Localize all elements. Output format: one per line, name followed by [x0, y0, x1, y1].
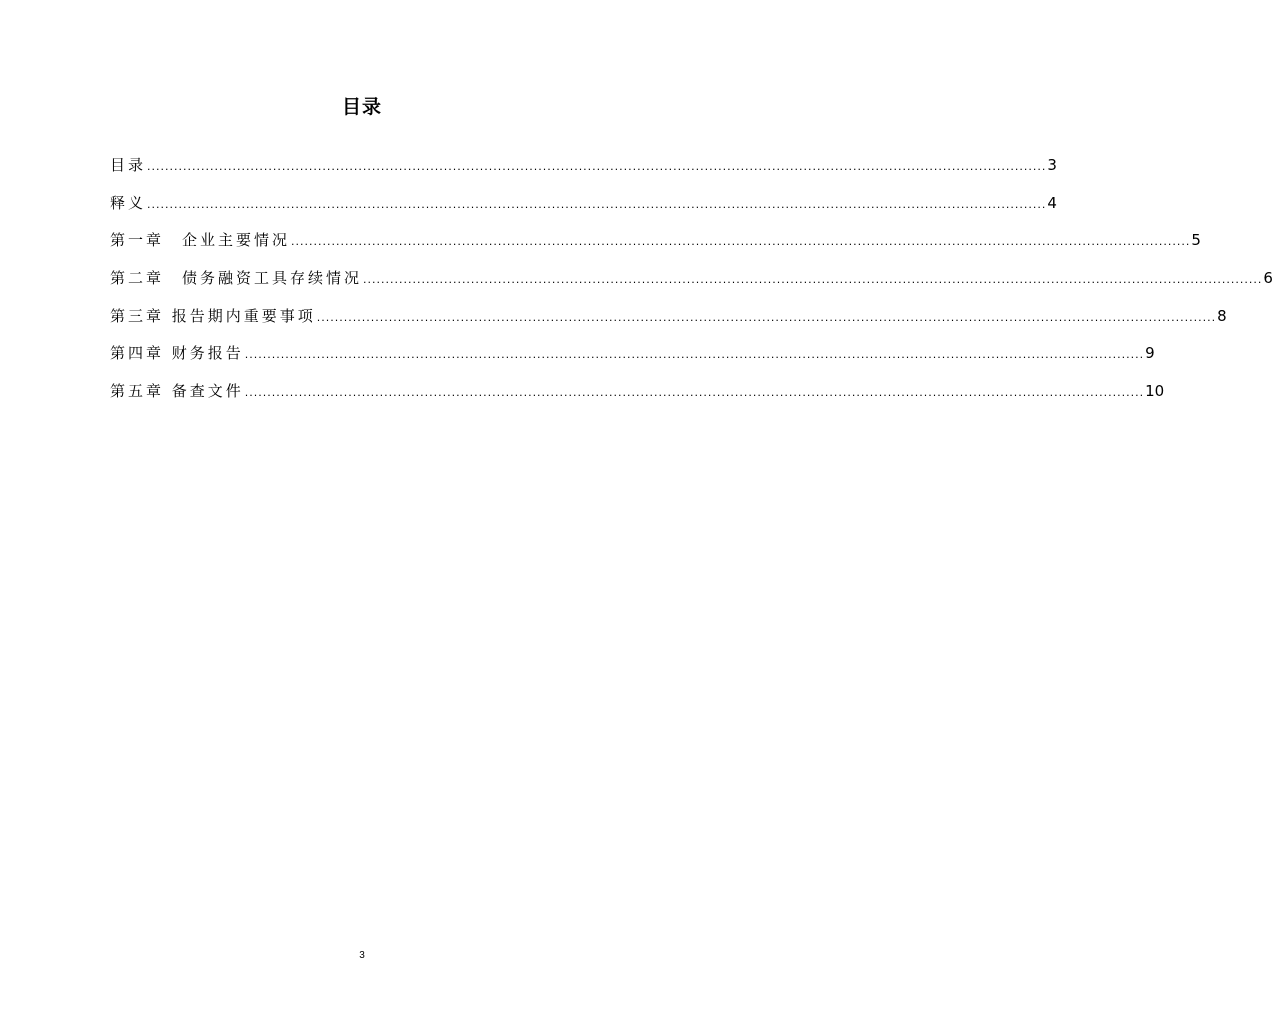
toc-entry-page: 6: [1263, 269, 1273, 288]
toc-entry[interactable]: [110, 192, 1057, 215]
toc-list: [110, 154, 1273, 418]
toc-leader-dots: ........................................................................................................................................................................................................: [147, 197, 1047, 211]
toc-leader-dots: ........................................................................................................................................................................................................: [316, 310, 1217, 324]
toc-leader-dots: ........................................................................................................................................................................................................: [244, 348, 1145, 362]
toc-entry[interactable]: [110, 342, 1155, 365]
toc-entry-page: 9: [1145, 344, 1155, 363]
toc-entry[interactable]: [110, 154, 1057, 177]
toc-entry[interactable]: [110, 305, 1227, 328]
toc-entry-label: 第四章 财务报告: [110, 344, 244, 363]
toc-entry-label: 第二章 债务融资工具存续情况: [110, 269, 363, 288]
toc-entry-page: 5: [1191, 231, 1201, 250]
toc-entry-page: 10: [1145, 382, 1165, 401]
toc-leader-dots: ........................................................................................................................................................................................................: [244, 386, 1145, 400]
toc-leader-dots: ........................................................................................................................................................................................................: [291, 235, 1191, 249]
toc-entry[interactable]: [110, 229, 1201, 252]
toc-leader-dots: ........................................................................................................................................................................................................: [363, 273, 1263, 287]
toc-entry-label: 目录: [110, 156, 147, 174]
toc-entry[interactable]: [110, 267, 1273, 290]
toc-entry-page: 3: [1047, 156, 1057, 174]
page-number: 3: [359, 950, 365, 961]
toc-entry-label: 第三章 报告期内重要事项: [110, 306, 316, 325]
toc-entry-page: 8: [1217, 306, 1227, 325]
toc-leader-dots: ........................................................................................................................................................................................................: [147, 160, 1047, 173]
toc-entry[interactable]: [110, 380, 1165, 403]
toc-title: 目录: [341, 96, 382, 118]
toc-entry-page: 4: [1047, 193, 1057, 212]
toc-entry-label: 释义: [110, 193, 147, 212]
toc-entry-label: 第五章 备查文件: [110, 382, 244, 401]
toc-entry-label: 第一章 企业主要情况: [110, 231, 291, 250]
